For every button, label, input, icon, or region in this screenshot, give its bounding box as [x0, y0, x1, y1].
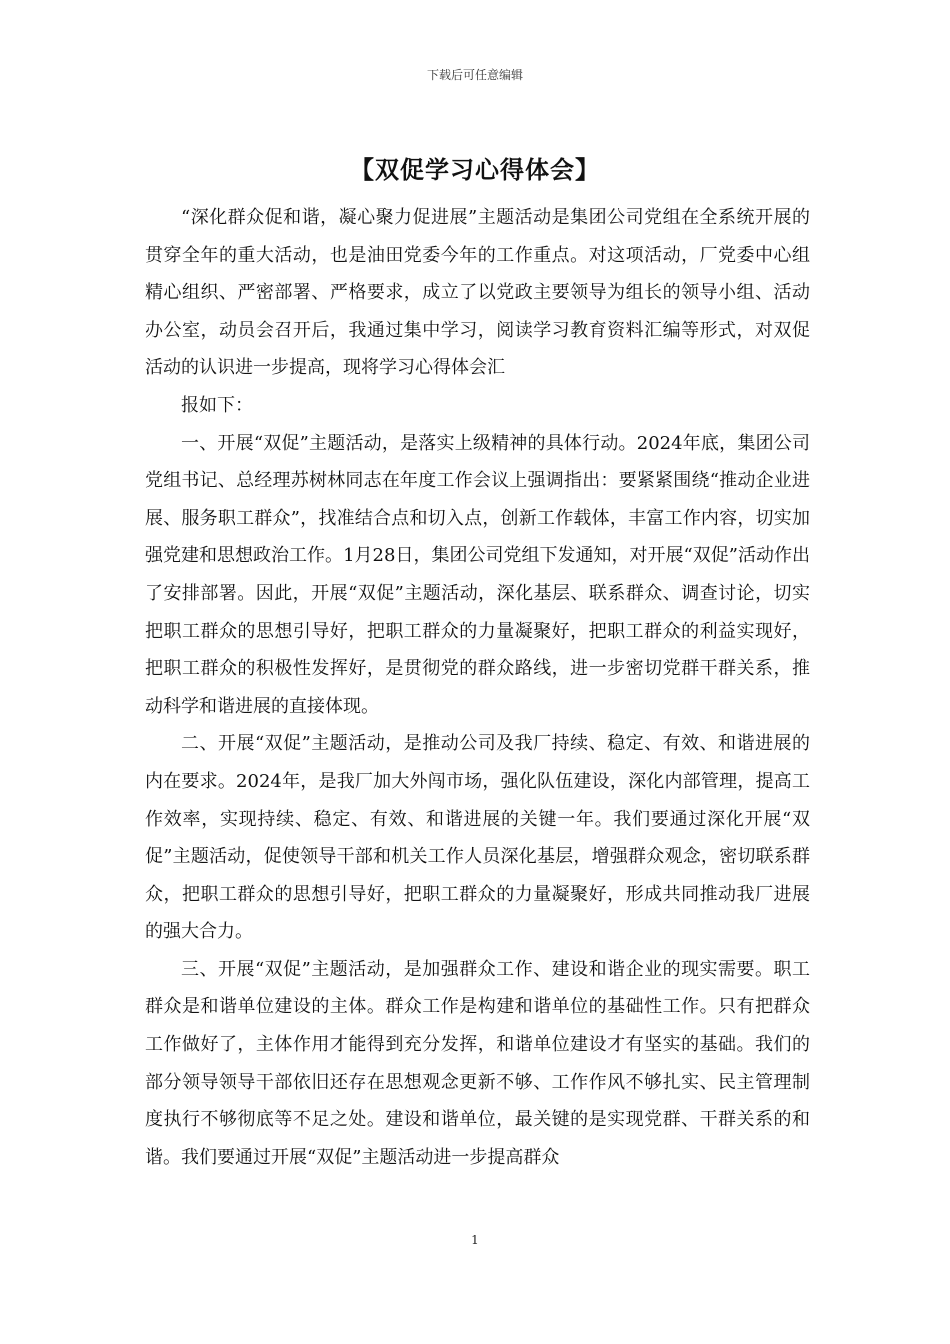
paragraph-intro: “深化群众促和谐，凝心聚力促进展”主题活动是集团公司党组在全系统开展的贯穿全年的重大活动，也是油田党委今年的工作重点。对这项活动，厂党委中心组精心组织、严密部署、严格要求，成立了以党政主要领导为组长的领导小组、活动办公室，动员会召开后，我通过集中学习，阅读学习教育资料汇编等形式，对双促活动的认识进一步提高，现将学习心得体会汇: [145, 207, 810, 379]
header-note: 下载后可任意编辑: [426, 68, 523, 82]
paragraph-point-three: 三、开展“双促”主题活动，是加强群众工作、建设和谐企业的现实需要。职工群众是和谐单位建设的主体。群众工作是构建和谐单位的基础性工作。只有把群众工作做好了，主体作用才能得到充分发挥，和谐单位建设才有坚实的基础。我们的部分领导领导干部依旧还存在思想观念更新不够、工作作风不够扎实、民主管理制度执行不够彻底等不足之处。建设和谐单位，最关键的是实现党群、干群关系的和谐。我们要通过开展“双促”主题活动进一步提高群众: [145, 958, 810, 1168]
page-number: 1: [471, 1233, 479, 1247]
document-title: 【双促学习心得体会】: [350, 155, 600, 184]
paragraph-point-one: 一、开展“双促”主题活动，是落实上级精神的具体行动。2024年底，集团公司党组书记、总经理苏树林同志在年度工作会议上强调指出：要紧紧围绕“推动企业进展、服务职工群众”，找准结合点和切入点，创新工作载体，丰富工作内容，切实加强党建和思想政治工作。1月28日，集团公司党组下发通知，对开展“双促”活动作出了安排部署。因此，开展“双促”主题活动，深化基层、联系群众、调查讨论，切实把职工群众的思想引导好，把职工群众的力量凝聚好，把职工群众的利益实现好，把职工群众的积极性发挥好，是贯彻党的群众路线，进一步密切党群干群关系，推动科学和谐进展的直接体现。: [145, 432, 810, 717]
document-body: [145, 199, 810, 1176]
paragraph-point-two: 二、开展“双促”主题活动，是推动公司及我厂持续、稳定、有效、和谐进展的内在要求。2024年，是我厂加大外闯市场，强化队伍建设，深化内部管理，提高工作效率，实现持续、稳定、有效、和谐进展的关键一年。我们要通过深化开展“双促”主题活动，促使领导干部和机关工作人员深化基层，增强群众观念，密切联系群众，把职工群众的思想引导好，把职工群众的力量凝聚好，形成共同推动我厂进展的强大合力。: [145, 733, 810, 943]
paragraph-intro-continued: 报如下：: [181, 394, 253, 416]
